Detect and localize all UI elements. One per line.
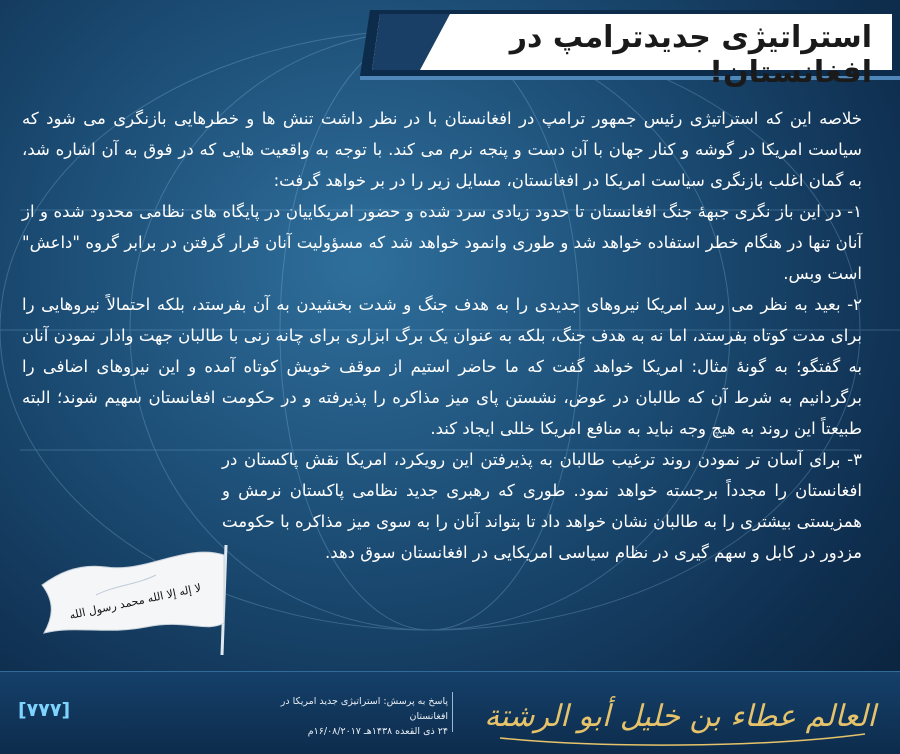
issue-code: [۷۷۷] (18, 699, 71, 721)
white-flag-image (36, 545, 236, 655)
footer-bar (0, 671, 900, 754)
footer-caption (258, 694, 448, 739)
point-1-paragraph: ۱- در این باز نگری جبهۀ جنگ افغانستان تا حدود زیادی سرد شده و حضور امریکاییان در پایگاه های نظامی محدود شده و از آنان تنها در هنگام خطر استفاده خواهد شد و طوری وانمود خواهد شد که مسؤولیت آنان قرار گرفتن در برابر گروه "داعش" است وبس. (22, 202, 862, 283)
footer-divider (452, 692, 453, 732)
calligraphy-signature (480, 678, 880, 752)
caption-date: ۲۴ ذی القعده ۱۴۳۸هـ ۱۶/۰۸/۲۰۱۷م (307, 726, 448, 737)
point-2-paragraph: ۲- بعید به نظر می رسد امریکا نیروهای جدیدی را به هدف جنگ و شدت بخشیدن به آن بفرستد، بلکه احتمالاً نیروهایی را برای مدت کوتاه بفرستد، اما نه به هدف جنگ، بلکه به عنوان یک برگ ابزاری برای چانه زنی با طالبان جهت وادار نمودن آنان به گفتگو؛ به گونۀ مثال: امریکا خواهد گفت که ما حاضر استیم از موقف خویش کوتاه آمده و این نیروهای اضافی را برگردانیم به شرط آن که طالبان در عوض، نشستن پای میز مذاکره را پذیرفته و در حکومت افغانستان سهیم شوند؛ البته طبیعتاً این روند به هیچ وجه نباید به منافع امریکا خللی ایجاد کند. (22, 295, 862, 438)
signature-text: العالم عطاء بن خليل أبو الرشتة (484, 699, 876, 734)
intro-paragraph: خلاصه این که استراتیژی رئیس جمهور ترامپ در افغانستان با در نظر داشت تنش ها و خطرهایی بازنگری می شود که سیاست امریکا در گوشه و کنار جهان با آن دست و پنجه نرم می کند. با توجه به واقعیت هایی که در فوق به آن اشاره شد، به گمان اغلب بازنگری سیاست امریکا در افغانستان، مسایل زیر را در بر خواهد گرفت: (22, 109, 862, 190)
article-body (22, 103, 862, 568)
page-title: استراتیژی جدیدترامپ در افغانستان! (509, 20, 872, 90)
caption-title: پاسخ به پرسش: استراتیژی جدید امریکا در افغانستان (280, 696, 448, 722)
flag-inscription: لا إله إلا الله محمد رسول الله (68, 581, 203, 622)
point-3-paragraph: ۳- برای آسان تر نمودن روند ترغیب طالبان به پذیرفتن این رویکرد، امریکا نقش پاکستان در افغانستان را مجدداً برجسته خواهد نمود. طوری که رهبری جدید نظامی پاکستان نرمش و همزیستی بیشتری را به طالبان نشان خواهد داد تا بتواند آنان را به سوی میز مذاکره با حکومت مزدور در کابل و سهم گیری در نظام سیاسی امریکایی در افغانستان سوق دهد. (222, 450, 862, 562)
title-banner (360, 6, 900, 90)
